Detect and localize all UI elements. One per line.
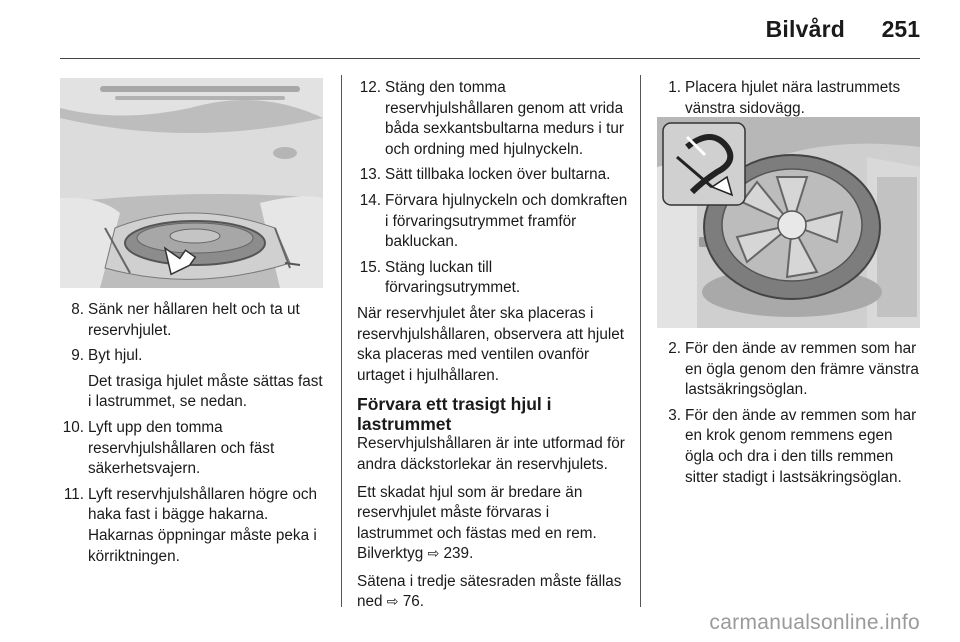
header-rule: [60, 58, 920, 59]
paragraph-text: Sätena i tredje sätesraden måste fällas ned: [357, 572, 622, 611]
step-number: 3.: [668, 406, 681, 424]
list-item: [657, 406, 925, 488]
step-number: 14.: [359, 191, 381, 209]
list-item: [357, 165, 629, 186]
list-item: [357, 191, 629, 253]
wheel-in-cargo-area-illustration: [657, 117, 920, 328]
paragraph-wheel-placement: När reservhjulet åter ska placeras i reservhjulshållaren, observera att hjulet ska placeras med ventilen ovanför urtaget i hjulhållaren.: [357, 304, 624, 384]
page-header: [0, 0, 960, 60]
step-text: Placera hjulet nära lastrummets vänstra sidovägg.: [685, 79, 901, 117]
step-number: 9.: [71, 347, 84, 365]
list-item: [60, 346, 330, 413]
column-divider-2: [640, 75, 641, 607]
steps-list-3a: [657, 78, 925, 119]
spare-wheel-carrier-illustration: [60, 78, 323, 288]
paragraph-third-row-seats: [357, 572, 629, 613]
steps-list-2: [357, 78, 629, 299]
step-text: Stäng luckan till förvaringsutrymmet.: [385, 258, 521, 297]
column-3-lower: [657, 339, 925, 493]
page-reference-arrow-icon: ⇨: [386, 594, 399, 611]
list-item: [357, 78, 629, 160]
step-subtext: Det trasiga hjulet måste sättas fast i lastrummet, se nedan.: [88, 372, 323, 411]
list-item: [60, 485, 330, 567]
page-number: 251: [881, 16, 920, 42]
step-number: 11.: [63, 485, 84, 503]
column-divider-1: [341, 75, 342, 607]
step-text: Sätt tillbaka locken över bultarna.: [385, 166, 611, 184]
step-text: Stäng den tomma reservhjulshållaren genom att vrida båda sexkantsbultarna medurs i tur och ordning med hjulnyckeln.: [385, 79, 624, 158]
step-number: 13.: [359, 166, 381, 184]
list-item: [357, 258, 629, 299]
page-title: Bilvård: [765, 16, 845, 42]
step-text: För den ände av remmen som har en ögla genom den främre vänstra lastsäkringsöglan.: [685, 340, 919, 399]
step-text: För den ände av remmen som har en krok genom remmens egen ögla och dra i den tills remmen sitter stadigt i lastsäkringsöglan.: [685, 406, 917, 486]
step-text: Förvara hjulnyckeln och domkraften i förvaringsutrymmet framför bakluckan.: [385, 191, 628, 251]
page-reference[interactable]: 76.: [402, 593, 425, 611]
column-1: [60, 300, 330, 572]
step-number: 12.: [359, 79, 381, 96]
page-reference[interactable]: 239.: [443, 545, 474, 563]
step-text: Lyft reservhjulshållaren högre och haka fast i bägge hakarna. Hakarnas öppningar måste peka i körriktningen.: [88, 485, 318, 565]
step-number: 1.: [668, 79, 681, 96]
step-number: 15.: [359, 258, 381, 276]
list-item: [657, 339, 925, 401]
section-title: Förvara ett trasigt hjul i lastrummet: [357, 394, 552, 435]
paragraph-damaged-wheel: [357, 483, 629, 565]
paragraph-tyre-sizes: Reservhjulshållaren är inte utformad för andra däckstorlekar än reservhjulets.: [357, 435, 625, 473]
list-item: [60, 300, 330, 341]
step-text: Byt hjul.: [88, 347, 143, 365]
watermark-text: carmanualsonline.info: [709, 611, 920, 634]
list-item: [60, 418, 330, 480]
step-number: 8.: [71, 301, 84, 318]
page-reference-arrow-icon: ⇨: [427, 546, 440, 563]
list-item: [657, 78, 925, 119]
step-number: 10.: [62, 418, 84, 436]
steps-list-1: [60, 300, 330, 567]
step-text: Lyft upp den tomma reservhjulshållaren och fäst säkerhetsvajern.: [88, 418, 275, 478]
paragraph-text: Ett skadat hjul som är bredare än reservhjulet måste förvaras i lastrummet och fästas med en rem. Bilverktyg: [357, 483, 597, 563]
step-text: Sänk ner hållaren helt och ta ut reservhjulet.: [88, 301, 300, 339]
steps-list-3b: [657, 339, 925, 488]
step-number: 2.: [668, 340, 681, 357]
column-2: [357, 78, 629, 620]
